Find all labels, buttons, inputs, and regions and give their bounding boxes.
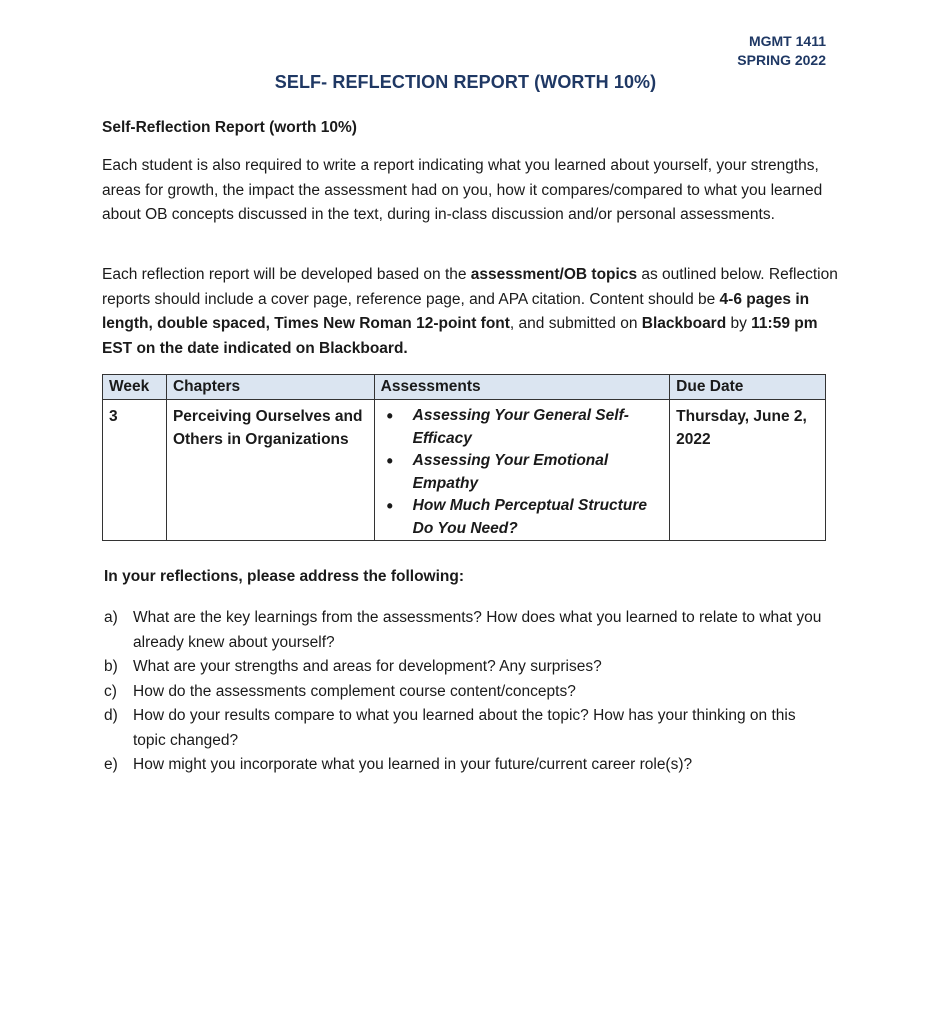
bullet-icon: • xyxy=(386,451,393,471)
list-item xyxy=(104,680,824,705)
req-bold-format: 4-6 pages in length, double spaced, Times New Roman 12-point font xyxy=(102,290,810,332)
question-label: e) xyxy=(104,756,118,773)
question-label: a) xyxy=(104,609,118,626)
course-header xyxy=(737,32,826,70)
question-text: How do the assessments complement course content/concepts? xyxy=(133,682,576,700)
list-item xyxy=(104,704,824,753)
header-chapters: Chapters xyxy=(166,375,374,400)
document-title: SELF- REFLECTION REPORT (WORTH 10%) xyxy=(274,72,657,92)
req-bold-topics: assessment/OB topics xyxy=(470,266,638,283)
header-week: Week xyxy=(103,375,167,400)
table-row xyxy=(103,400,826,541)
req-text-3: , and submitted on xyxy=(509,315,642,332)
question-text: What are your strengths and areas for development? Any surprises? xyxy=(133,658,602,675)
req-text-1: Each reflection report will be developed based on the xyxy=(102,266,471,283)
reflection-questions xyxy=(104,606,824,778)
table-header-row xyxy=(103,375,826,400)
req-text-2: as outlined below. Reflection reports should include a cover page, reference page, and APA citation. Content should be xyxy=(102,266,838,308)
req-text-4: by xyxy=(726,315,752,332)
course-code: MGMT 1411 xyxy=(748,33,826,49)
cell-due-date: Thursday, June 2, 2022 xyxy=(670,400,826,541)
list-item xyxy=(104,655,824,680)
header-assessments: Assessments xyxy=(374,375,670,400)
assessment-text: Assessing Your Emotional Empathy xyxy=(412,452,609,492)
section-heading: Self-Reflection Report (worth 10%) xyxy=(102,119,357,136)
assessment-item xyxy=(385,495,664,540)
bullet-icon: • xyxy=(386,406,393,426)
cell-chapter: Perceiving Ourselves and Others in Organizations xyxy=(166,400,374,541)
header-due-date: Due Date xyxy=(670,375,826,400)
bullet-icon: • xyxy=(386,496,393,516)
question-text: How might you incorporate what you learned in your future/current career role(s)? xyxy=(133,756,693,773)
list-item xyxy=(104,753,824,778)
assessment-list xyxy=(385,405,664,540)
question-text: How do your results compare to what you learned about the topic? How has your thinking on this topic changed? xyxy=(133,707,796,749)
assessment-text: How Much Perceptual Structure Do You Need? xyxy=(412,497,647,537)
assessment-item xyxy=(385,405,664,450)
cell-week: 3 xyxy=(103,400,167,541)
assessment-text: Assessing Your General Self-Efficacy xyxy=(412,407,629,447)
question-label: d) xyxy=(104,707,118,724)
reflections-heading: In your reflections, please address the following: xyxy=(104,568,465,585)
list-item xyxy=(104,606,824,655)
requirements-paragraph xyxy=(102,263,842,361)
course-term: SPRING 2022 xyxy=(737,52,826,68)
assessment-schedule-table xyxy=(102,374,826,541)
question-label: b) xyxy=(104,658,118,675)
req-bold-deadline: 11:59 pm EST on the date indicated on Blackboard. xyxy=(102,315,818,357)
cell-assessments xyxy=(374,400,670,541)
question-text: What are the key learnings from the assessments? How does what you learned to relate to what you already knew about yourself? xyxy=(133,609,822,651)
req-bold-blackboard: Blackboard xyxy=(641,315,727,332)
assessment-item xyxy=(385,450,664,495)
intro-paragraph: Each student is also required to write a report indicating what you learned about yourself, your strengths, areas for growth, the impact the assessment had on you, how it compares/compared to what you learned about OB concepts discussed in the text, during in-class discussion and/or personal assessments. xyxy=(102,157,823,223)
question-label: c) xyxy=(104,682,117,700)
